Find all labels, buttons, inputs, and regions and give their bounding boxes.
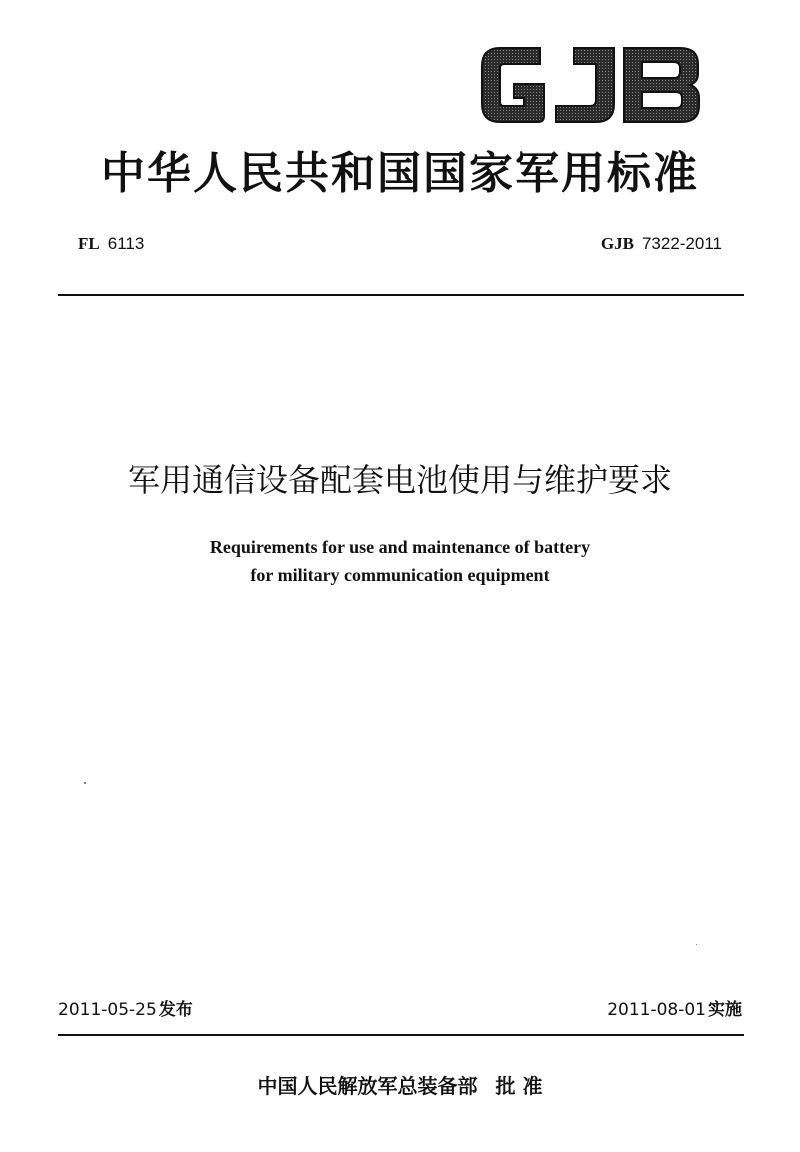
implement-label: 实施: [708, 1000, 742, 1020]
approver-line: [40, 1072, 760, 1100]
classification-number: 6113: [107, 234, 145, 253]
footer-divider: [58, 1034, 744, 1036]
issue-date-value: 2011-05-25: [58, 1000, 157, 1020]
document-title-english-line-1: Requirements for use and maintenance of battery: [209, 537, 591, 557]
header-divider: [58, 294, 744, 296]
gjb-logo: [478, 40, 703, 130]
standard-number: [601, 232, 722, 256]
standard-type-heading: 中华人民共和国国家军用标准: [101, 148, 699, 199]
approval-label: 批 准: [495, 1074, 543, 1098]
implement-date: [607, 998, 742, 1022]
implement-date-value: 2011-08-01: [607, 1000, 706, 1020]
issue-label: 发布: [158, 1000, 193, 1020]
approver-name: 中国人民解放军总装备部: [257, 1074, 478, 1098]
document-title-chinese: 军用通信设备配套电池使用与维护要求: [127, 461, 672, 499]
standard-code: 7322-2011: [641, 234, 722, 253]
scan-speck: [696, 944, 697, 945]
classification-code: [78, 232, 144, 256]
document-title-english-line-2: for military communication equipment: [250, 565, 550, 585]
classification-prefix: FL: [78, 234, 100, 253]
standard-prefix: GJB: [600, 234, 634, 253]
issue-date: [58, 998, 193, 1022]
scan-speck: [84, 782, 86, 784]
